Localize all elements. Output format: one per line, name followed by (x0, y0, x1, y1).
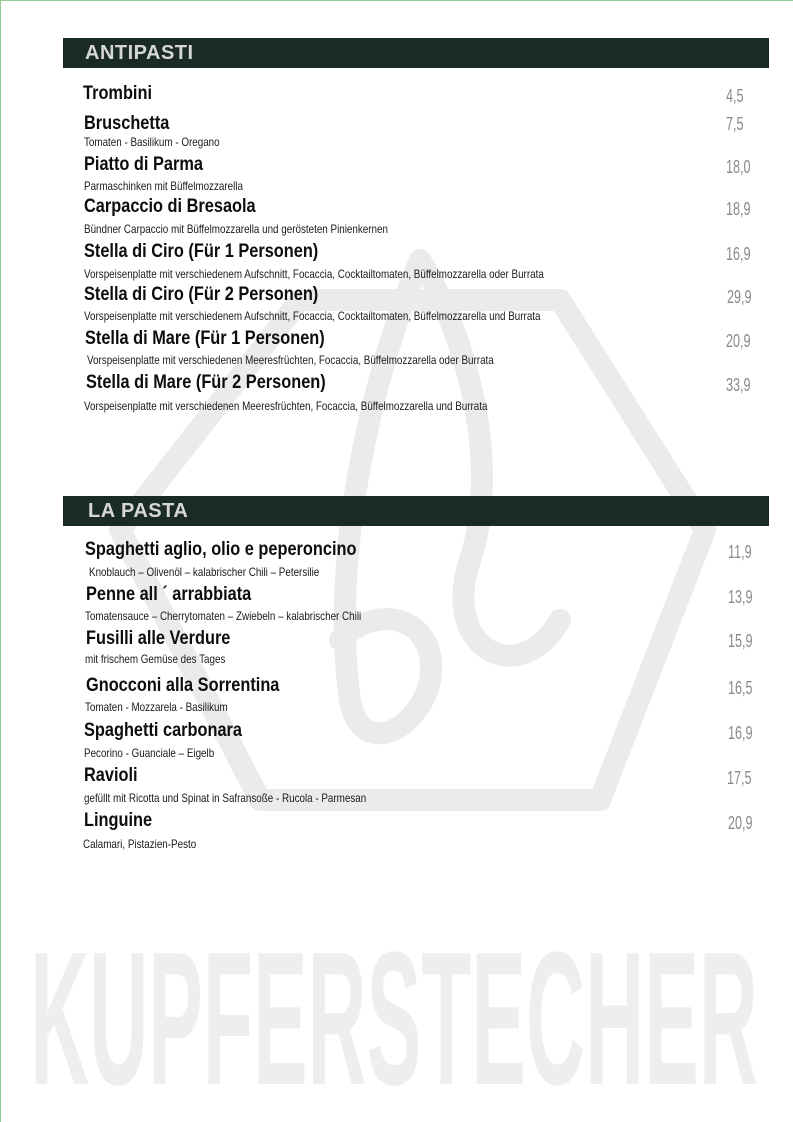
dish-description: Pecorino - Guanciale – Eigelb (84, 746, 215, 760)
dish-name: Penne all ´ arrabbiata (86, 584, 252, 605)
dish-description: mit frischem Gemüse des Tages (85, 652, 226, 666)
dish-description: Tomatensauce – Cherrytomaten – Zwiebeln – kalabrischer Chili (85, 609, 362, 623)
dish-description: Knoblauch – Olivenöl – kalabrischer Chili – Petersilie (89, 565, 320, 579)
dish-name: Fusilli alle Verdure (86, 628, 231, 649)
dish-description: Calamari, Pistazien-Pesto (83, 837, 197, 851)
dish-name: Spaghetti aglio, olio e peperoncino (85, 539, 357, 560)
dish-name: Stella di Mare (Für 2 Personen) (86, 372, 326, 393)
dish-price: 15,9 (728, 631, 753, 651)
dish-description: Tomaten - Basilikum - Oregano (84, 135, 220, 149)
dish-name: Spaghetti carbonara (84, 720, 242, 741)
page-border-left (0, 0, 1, 1122)
dish-name: Gnocconi alla Sorrentina (86, 675, 280, 696)
dish-name: Piatto di Parma (84, 154, 203, 175)
dish-price: 33,9 (726, 375, 751, 395)
section-title: LA PASTA (88, 500, 189, 522)
dish-description: Vorspeisenplatte mit verschiedenem Aufschnitt, Focaccia, Cocktailtomaten, Büffelmozzarella und Burrata (84, 309, 541, 323)
section-header-la-pasta (63, 496, 769, 526)
dish-description: Vorspeisenplatte mit verschiedenen Meeresfrüchten, Focaccia, Büffelmozzarella und Burrata (84, 399, 488, 413)
dish-price: 18,9 (726, 199, 751, 219)
section-title: ANTIPASTI (85, 42, 194, 64)
dish-name: Ravioli (84, 765, 138, 786)
dish-description: Vorspeisenplatte mit verschiedenem Aufschnitt, Focaccia, Cocktailtomaten, Büffelmozzarella oder Burrata (84, 267, 544, 281)
dish-name: Trombini (83, 83, 153, 104)
dish-price: 4,5 (726, 86, 744, 106)
dish-price: 7,5 (726, 114, 744, 134)
dish-description: Parmaschinken mit Büffelmozzarella (84, 179, 243, 193)
brand-watermark (30, 938, 770, 1088)
dish-price: 11,9 (728, 542, 752, 562)
brand-watermark-text: KUPFERSTECHER (30, 938, 758, 1088)
dish-name: Stella di Ciro (Für 1 Personen) (84, 241, 319, 262)
dish-description: Bündner Carpaccio mit Büffelmozzarella und gerösteten Pinienkernen (84, 222, 388, 236)
dish-price: 17,5 (727, 768, 752, 788)
section-header-antipasti (63, 38, 769, 68)
page-border-top (0, 0, 793, 1)
dish-price: 20,9 (728, 813, 753, 833)
dish-description: Vorspeisenplatte mit verschiedenen Meeresfrüchten, Focaccia, Büffelmozzarella oder Burrata (87, 353, 494, 367)
dish-description: gefüllt mit Ricotta und Spinat in Safransoße - Rucola - Parmesan (84, 791, 367, 805)
dish-price: 16,5 (728, 678, 753, 698)
dish-name: Stella di Ciro (Für 2 Personen) (84, 284, 319, 305)
dish-price: 20,9 (726, 331, 751, 351)
dish-name: Stella di Mare (Für 1 Personen) (85, 328, 325, 349)
dish-price: 13,9 (728, 587, 753, 607)
dish-name: Bruschetta (84, 113, 170, 134)
dish-price: 16,9 (728, 723, 753, 743)
dish-name: Linguine (84, 810, 153, 831)
dish-name: Carpaccio di Bresaola (84, 196, 256, 217)
dish-price: 18,0 (726, 157, 751, 177)
dish-description: Tomaten - Mozzarela - Basilikum (85, 700, 228, 714)
dish-price: 16,9 (726, 244, 751, 264)
dish-price: 29,9 (727, 287, 752, 307)
